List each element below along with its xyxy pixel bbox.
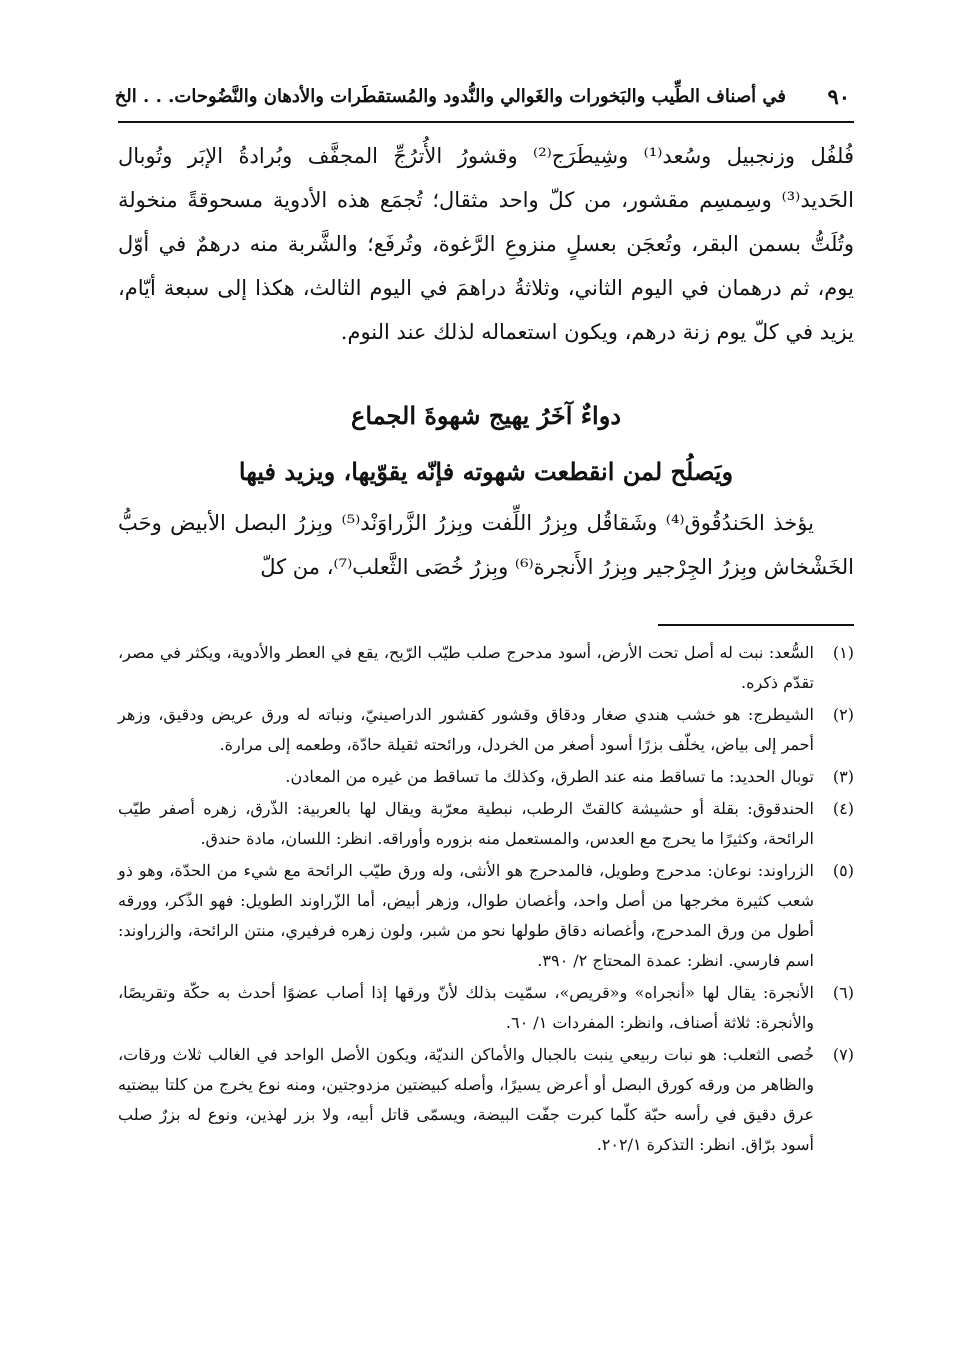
footnote-1 [118, 638, 854, 698]
footnote-2 [118, 700, 854, 760]
running-header [114, 84, 854, 114]
footnotes [118, 638, 854, 1162]
section-paragraph: يؤخذ الحَندُقُوق⁽⁴⁾ وشَقاقُل وبِزرُ اللِّفت وبِزرُ الزَّراوَنْد⁽⁵⁾ وبِزرُ البصل الأبيض وحَبُّ الخَشْخاش وبِزرُ الجِرْجير وبِزرُ الأَنجرة⁽⁶⁾ وبِزرُ خُصَى الثَّعلب⁽⁷⁾، من كلّ [118, 511, 854, 579]
footnote-text: الحندقوق: بقلة أو حشيشة كالقتّ الرطب، نبطية معرّبة ويقال لها بالعربية: الذّرق، زهره أصفر طيّب الرائحة، وكثيرًا ما يحرج مع العدس، والمستعمل منه بزوره وأوراقه. انظر: اللسان، مادة حندق. [118, 799, 814, 848]
footnote-number: (٢) [832, 705, 854, 724]
section-text [118, 501, 854, 589]
footnote-7 [118, 1040, 854, 1160]
footnote-4 [118, 794, 854, 854]
footnote-3 [118, 762, 854, 792]
footnote-text: توبال الحديد: ما تساقط منه عند الطرق، وكذلك ما تساقط من غيره من المعادن. [285, 767, 814, 786]
footnote-text: الأنجرة: يقال لها «أنجراه» و«قريص»، سمّيت بذلك لأنّ ورقها إذا أصاب عضوًا أحدث به حكّة وتقريصًا، والأنجرة: ثلاثة أصناف، وانظر: المفردات ١/ ٦٠. [118, 983, 814, 1032]
footnote-number: (٧) [832, 1045, 854, 1064]
main-text [118, 134, 854, 354]
footnote-text: الزراوند: نوعان: مدحرج وطويل، فالمدحرج هو الأنثى، وله ورق طيّب الرائحة مع شيء من الحدّة، وهو ذو شعب كثيرة مخرجها من أصل واحد، وأغصان طوال، وزهر أبيض، أما الزّراوند الطويل: فهو الذّكر، وورقه أطول من ورق المدحرج، وأغصانه دقاق طولها نحو من شبر، ولون زهره فرفيري، منتن الرائحة، والزراوند: اسم فارسي. انظر: عمدة المحتاج ٢/ ٣٩٠. [118, 861, 814, 970]
footnote-number: (٦) [832, 983, 854, 1002]
footnote-number: (٣) [832, 767, 854, 786]
page-number: ٩٠ [827, 84, 850, 109]
footnote-text: الشيطرج: هو خشب هندي صغار ودقاق وقشور كقشور الدراصينيّ، ونباته له ورق عريض ودقيق، وزهر أحمر إلى بياض، يخلّف بزرًا أسود أصغر من الخردل، ورائحته ثقيلة حادّة، وطعمه إلى مرارة. [118, 705, 814, 754]
section-title-line-1: دواءٌ آخَرُ يهيج شهوةَ الجماع [351, 401, 621, 430]
header-rule [118, 121, 854, 123]
footnote-number: (٤) [832, 799, 854, 818]
footnote-6 [118, 978, 854, 1038]
body-paragraph: فُلفُل وزنجبيل وسُعد⁽¹⁾ وشِيطَرَج⁽²⁾ وقشورُ الأُترُجِّ المجفَّف وبُرادةُ الإبَر وتُوبال الحَديد⁽³⁾ وسِمسِم مقشور، من كلّ واحد مثقال؛ تُجمَع هذه الأدوية مسحوقةً منخولة وتُلَتُّ بسمن البقر، وتُعجَن بعسلٍ منزوعِ الرَّغوة، وتُرفَع؛ والشَّربة منه درهمٌ في أوّل يوم، ثم درهمان في اليوم الثاني، وثلاثةُ دراهمَ في اليوم الثالث، هكذا إلى سبعة أيّام، يزيد في كلّ يوم زنة درهم، ويكون استعماله لذلك عند النوم. [118, 144, 854, 344]
section-title-line-2: ويَصلُح لمن انقطعت شهوته فإنّه يقوّيها، ويزيد فيها [238, 457, 734, 486]
footnote-5 [118, 856, 854, 976]
footnote-number: (١) [832, 643, 854, 662]
footnote-text: السُّعد: نبت له أصل تحت الأرض، أسود مدحرج صلب طيّب الرّيح، يقع في العطر والأدوية، ويكثر في مصر، تقدّم ذكره. [118, 643, 814, 692]
footnote-text: خُصى الثعلب: هو نبات ربيعي ينبت بالجبال والأماكن النديّة، ويكون الأصل الواحد في الغالب ثلاث ورقات، والظاهر من ورقه كورق البصل أو أعرض يسيرًا، وأصله كبيضتين مزدوجتين، ومنه نوع يخرج من كلتا بيضتيه عرق دقيق في رأسه حبّة كلّما كبرت جفّت البيضة، ويسمّى قاتل أبيه، ولا بزر لهذين، ونوع له بزرٌ صلب أسود برّاق. انظر: التذكرة ٢٠٢/١. [118, 1045, 814, 1154]
footnote-number: (٥) [832, 861, 854, 880]
footnote-rule [658, 624, 854, 626]
running-title: في أصناف الطِّيب والبَخورات والغَوالي والنُّدود والمُستقطَرات والأدهان والنَّضُوحات. . . الخ [114, 86, 786, 107]
section-heading [118, 388, 854, 500]
